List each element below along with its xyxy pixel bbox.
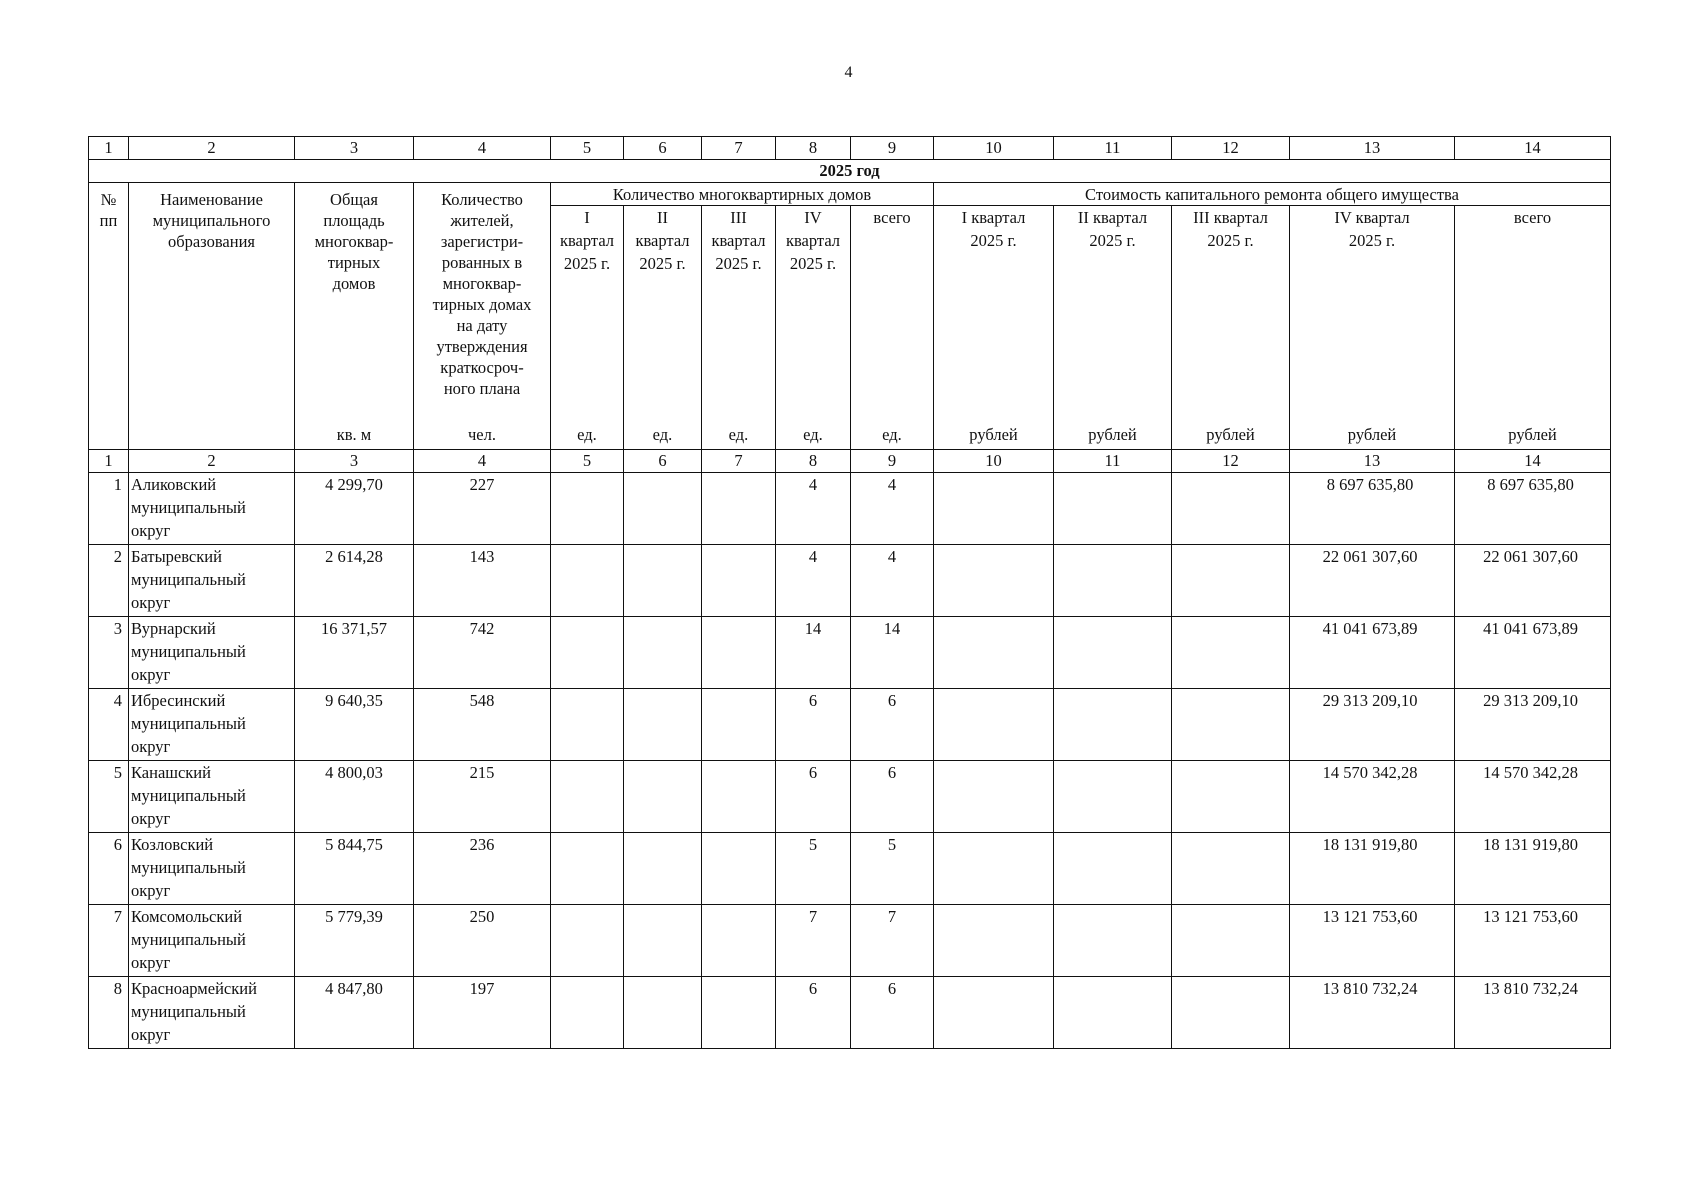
column-number-cell: 14: [1455, 450, 1611, 473]
column-number-cell: 10: [934, 450, 1054, 473]
cell-h-q2: [624, 761, 702, 833]
cell-c-q1: [934, 617, 1054, 689]
cell-c-q2: [1054, 473, 1172, 545]
column-number-cell: 5: [551, 450, 624, 473]
cell-c-q1: [934, 977, 1054, 1049]
column-number-cell: 8: [776, 137, 851, 160]
column-number-row: [89, 450, 1611, 473]
column-number-cell: 11: [1054, 450, 1172, 473]
cell-h-total: 4: [851, 545, 934, 617]
table-row: [89, 689, 1611, 761]
table-row: [89, 905, 1611, 977]
cell-h-total: 4: [851, 473, 934, 545]
cell-no: 7: [89, 905, 129, 977]
cell-h-q4: 5: [776, 833, 851, 905]
cell-h-q3: [702, 473, 776, 545]
cell-c-q3: [1172, 977, 1290, 1049]
cell-area: 5 779,39: [295, 905, 414, 977]
header-cost-q4: IV квартал 2025 г.: [1290, 206, 1455, 420]
units-row: [89, 419, 1611, 450]
cell-c-total: 13 810 732,24: [1455, 977, 1611, 1049]
cell-c-q1: [934, 473, 1054, 545]
cell-area: 9 640,35: [295, 689, 414, 761]
header-row-group: [89, 183, 1611, 206]
header-area: Общая площадь многоквар- тирных домов: [295, 183, 414, 420]
cell-c-q4: 18 131 919,80: [1290, 833, 1455, 905]
cell-no: 8: [89, 977, 129, 1049]
cell-h-total: 6: [851, 689, 934, 761]
column-number-cell: 13: [1290, 450, 1455, 473]
cell-c-q3: [1172, 545, 1290, 617]
column-number-cell: 8: [776, 450, 851, 473]
cell-c-q4: 14 570 342,28: [1290, 761, 1455, 833]
cell-no: 1: [89, 473, 129, 545]
cell-c-q3: [1172, 473, 1290, 545]
header-no: № пп: [89, 183, 129, 420]
cell-h-q1: [551, 473, 624, 545]
cell-area: 5 844,75: [295, 833, 414, 905]
cell-c-total: 13 121 753,60: [1455, 905, 1611, 977]
cell-h-q1: [551, 617, 624, 689]
cell-h-q2: [624, 473, 702, 545]
cell-no: 2: [89, 545, 129, 617]
table-row: [89, 545, 1611, 617]
column-number-cell: 13: [1290, 137, 1455, 160]
cell-c-q2: [1054, 761, 1172, 833]
cell-area: 4 847,80: [295, 977, 414, 1049]
cell-no: 5: [89, 761, 129, 833]
cell-h-q4: 7: [776, 905, 851, 977]
cell-h-q1: [551, 833, 624, 905]
column-number-cell: 6: [624, 450, 702, 473]
header-cost-q2: II квартал 2025 г.: [1054, 206, 1172, 420]
cell-area: 2 614,28: [295, 545, 414, 617]
cell-c-total: 8 697 635,80: [1455, 473, 1611, 545]
column-number-cell: 12: [1172, 450, 1290, 473]
cell-h-q3: [702, 761, 776, 833]
table-row: [89, 761, 1611, 833]
cell-c-q4: 29 313 209,10: [1290, 689, 1455, 761]
cell-c-q3: [1172, 689, 1290, 761]
cell-h-q3: [702, 545, 776, 617]
cell-h-q3: [702, 689, 776, 761]
table-row: [89, 473, 1611, 545]
cell-h-total: 6: [851, 761, 934, 833]
cell-c-q3: [1172, 761, 1290, 833]
cell-c-q2: [1054, 905, 1172, 977]
header-cost-q1: I квартал 2025 г.: [934, 206, 1054, 420]
column-number-cell: 1: [89, 450, 129, 473]
unit-cost-q1: рублей: [934, 419, 1054, 450]
cell-residents: 227: [414, 473, 551, 545]
cell-c-q4: 13 810 732,24: [1290, 977, 1455, 1049]
table-row: [89, 833, 1611, 905]
column-number-cell: 6: [624, 137, 702, 160]
cell-h-q1: [551, 689, 624, 761]
year-heading: 2025 год: [89, 160, 1611, 183]
column-number-cell: 7: [702, 137, 776, 160]
cell-name: Батыревский муниципальный округ: [129, 545, 295, 617]
table-row: [89, 617, 1611, 689]
cell-c-total: 14 570 342,28: [1455, 761, 1611, 833]
cell-h-q4: 4: [776, 473, 851, 545]
column-number-cell: 4: [414, 137, 551, 160]
cell-name: Вурнарский муниципальный округ: [129, 617, 295, 689]
header-houses-group: Количество многоквартирных домов: [551, 183, 934, 206]
cell-residents: 215: [414, 761, 551, 833]
header-residents: Количество жителей, зарегистри- рованных в многоквар- тирных домах на дату утверждения краткосроч- ного плана: [414, 183, 551, 420]
column-number-row: [89, 137, 1611, 160]
cell-c-q2: [1054, 617, 1172, 689]
cell-name: Комсомольский муниципальный округ: [129, 905, 295, 977]
cell-name: Козловский муниципальный округ: [129, 833, 295, 905]
cell-c-q4: 22 061 307,60: [1290, 545, 1455, 617]
cell-h-q4: 14: [776, 617, 851, 689]
column-number-cell: 3: [295, 450, 414, 473]
cell-h-q2: [624, 545, 702, 617]
cell-c-total: 29 313 209,10: [1455, 689, 1611, 761]
header-houses-q1: I квартал 2025 г.: [551, 206, 624, 420]
header-houses-q4: IV квартал 2025 г.: [776, 206, 851, 420]
unit-cost-q4: рублей: [1290, 419, 1455, 450]
cell-residents: 236: [414, 833, 551, 905]
cell-name: Канашский муниципальный округ: [129, 761, 295, 833]
cell-c-q4: 41 041 673,89: [1290, 617, 1455, 689]
cell-c-total: 18 131 919,80: [1455, 833, 1611, 905]
unit-houses-q2: ед.: [624, 419, 702, 450]
unit-houses-q4: ед.: [776, 419, 851, 450]
column-number-cell: 12: [1172, 137, 1290, 160]
year-row: [89, 160, 1611, 183]
header-cost-q3: III квартал 2025 г.: [1172, 206, 1290, 420]
cell-c-q1: [934, 833, 1054, 905]
header-name: Наименование муниципального образования: [129, 183, 295, 450]
column-number-cell: 4: [414, 450, 551, 473]
header-houses-total: всего: [851, 206, 934, 420]
cell-h-q3: [702, 977, 776, 1049]
cell-c-q4: 8 697 635,80: [1290, 473, 1455, 545]
cell-h-q2: [624, 977, 702, 1049]
header-cost-total: всего: [1455, 206, 1611, 420]
cell-h-q1: [551, 761, 624, 833]
column-number-cell: 9: [851, 450, 934, 473]
column-number-cell: 2: [129, 450, 295, 473]
cell-c-q4: 13 121 753,60: [1290, 905, 1455, 977]
cell-h-q2: [624, 689, 702, 761]
header-cost-group: Стоимость капитального ремонта общего имущества: [934, 183, 1611, 206]
cell-c-q3: [1172, 617, 1290, 689]
cell-area: 4 800,03: [295, 761, 414, 833]
cell-residents: 197: [414, 977, 551, 1049]
cell-c-q1: [934, 761, 1054, 833]
cell-no: 6: [89, 833, 129, 905]
cell-c-q2: [1054, 833, 1172, 905]
cell-c-q1: [934, 545, 1054, 617]
unit-cost-q2: рублей: [1054, 419, 1172, 450]
unit-no: [89, 419, 129, 450]
column-number-cell: 1: [89, 137, 129, 160]
cell-h-q3: [702, 905, 776, 977]
unit-cost-total: рублей: [1455, 419, 1611, 450]
table-row: [89, 977, 1611, 1049]
cell-area: 4 299,70: [295, 473, 414, 545]
cell-name: Ибресинский муниципальный округ: [129, 689, 295, 761]
cell-h-total: 14: [851, 617, 934, 689]
column-number-cell: 11: [1054, 137, 1172, 160]
cell-h-q2: [624, 905, 702, 977]
cell-h-q1: [551, 545, 624, 617]
cell-c-total: 41 041 673,89: [1455, 617, 1611, 689]
cell-h-q3: [702, 833, 776, 905]
cell-name: Красноармейский муниципальный округ: [129, 977, 295, 1049]
cell-h-q4: 6: [776, 977, 851, 1049]
column-number-cell: 7: [702, 450, 776, 473]
header-houses-q3: III квартал 2025 г.: [702, 206, 776, 420]
column-number-cell: 3: [295, 137, 414, 160]
cell-h-total: 7: [851, 905, 934, 977]
cell-h-q3: [702, 617, 776, 689]
column-number-cell: 10: [934, 137, 1054, 160]
cell-c-q1: [934, 905, 1054, 977]
unit-houses-q3: ед.: [702, 419, 776, 450]
unit-residents: чел.: [414, 419, 551, 450]
cell-c-q1: [934, 689, 1054, 761]
header-houses-q2: II квартал 2025 г.: [624, 206, 702, 420]
cell-h-q1: [551, 905, 624, 977]
cell-h-total: 5: [851, 833, 934, 905]
unit-cost-q3: рублей: [1172, 419, 1290, 450]
capital-repair-table: [88, 136, 1611, 1049]
cell-no: 4: [89, 689, 129, 761]
cell-c-total: 22 061 307,60: [1455, 545, 1611, 617]
unit-houses-total: ед.: [851, 419, 934, 450]
cell-area: 16 371,57: [295, 617, 414, 689]
cell-h-q4: 6: [776, 761, 851, 833]
cell-h-total: 6: [851, 977, 934, 1049]
cell-c-q3: [1172, 833, 1290, 905]
column-number-cell: 9: [851, 137, 934, 160]
column-number-cell: 14: [1455, 137, 1611, 160]
cell-residents: 548: [414, 689, 551, 761]
cell-name: Аликовский муниципальный округ: [129, 473, 295, 545]
cell-c-q2: [1054, 545, 1172, 617]
cell-c-q3: [1172, 905, 1290, 977]
cell-residents: 742: [414, 617, 551, 689]
cell-h-q4: 4: [776, 545, 851, 617]
cell-h-q4: 6: [776, 689, 851, 761]
cell-h-q1: [551, 977, 624, 1049]
column-number-cell: 5: [551, 137, 624, 160]
cell-residents: 250: [414, 905, 551, 977]
cell-c-q2: [1054, 977, 1172, 1049]
column-number-cell: 2: [129, 137, 295, 160]
cell-h-q2: [624, 617, 702, 689]
cell-c-q2: [1054, 689, 1172, 761]
unit-area: кв. м: [295, 419, 414, 450]
cell-no: 3: [89, 617, 129, 689]
page-number: 4: [844, 64, 853, 81]
cell-residents: 143: [414, 545, 551, 617]
cell-h-q2: [624, 833, 702, 905]
unit-houses-q1: ед.: [551, 419, 624, 450]
